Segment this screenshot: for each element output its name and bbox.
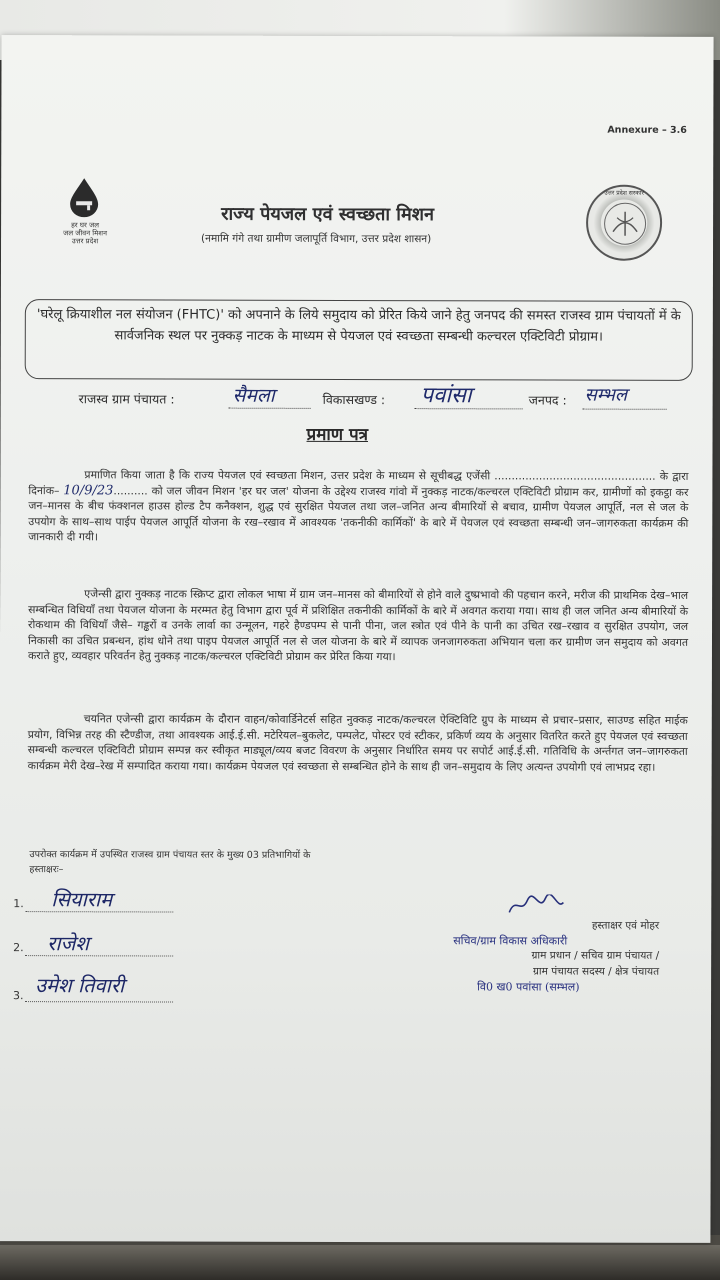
panchayat-label: राजस्व ग्राम पंचायत : — [78, 391, 175, 407]
logo-caption-line: हर घर जल — [71, 221, 100, 230]
block-label: विकासखण्ड : — [322, 391, 386, 408]
paragraph-1-part-b: को जल जीवन मिशन 'हर घर जल' योजना के उद्देश्य राजस्व गांवो में नुक्कड़ नाटक/कल्चरल एक्टिविटी प्रोग्राम कर, ग्रामीणों को इकट्ठा कर जन–मानस के बीच फंक्शनल हाउस होल्ड टैप कनैक्शन, शुद्ध एवं सुरक्षित पेयजल तथा जल–जनित अन्य बीमारियों से बचाव, ग्रामीण पेयजल आपूर्ति, नल से जल के उपयोग के साथ–साथ पाईप पेयजल आपूर्ति योजना के रख–रखाव में आवश्यक 'तकनीकी कार्मिकों' के बारे में पेयजल एवं स्वच्छता सम्बन्धी जन–जागरुकता कार्यक्रम की जानकारी दी गयी। — [28, 484, 689, 544]
paragraph-2 — [28, 586, 688, 666]
jal-jeevan-mission-logo — [47, 177, 123, 253]
paragraph-1: प्रमाणित किया जाता है कि राज्य पेयजल एवं स्वच्छता मिशन, उत्तर प्रदेश के माध्यम से सूचीबद्ध एजेंसी ............................................... के द्वारा दिनांक– 10/9/23.......... को जल जीवन मिशन 'हर घर जल' योजना के उद्देश्य राजस्व गांवो में नुक्कड़ नाटक/कल्चरल एक्टिविटी प्रोग्राम कर, ग्रामीणों को इकट्ठा कर जन–मानस के बीच फंक्शनल हाउस होल्ड टैप कनैक्शन, शुद्ध एवं सुरक्षित पेयजल तथा जल–जनित अन्य बीमारियों से बचाव, ग्रामीण पेयजल आपूर्ति, नल से जल के उपयोग के साथ–साथ पाईप पेयजल आपूर्ति योजना के रख–रखाव में आवश्यक 'तकनीकी कार्मिकों' के बारे में पेयजल एवं स्वच्छता सम्बन्धी जन–जागरुकता कार्यक्रम की जानकारी दी गयी। — [28, 468, 689, 544]
program-banner — [25, 299, 693, 381]
photo-table-edge — [0, 1245, 720, 1280]
water-drop-icon — [67, 177, 101, 217]
paragraph-3-text: चयनित एजेन्सी द्वारा कार्यक्रम के दौरान वाहन/कोवार्डिनेटर्स सहित नुक्कड़ नाटक/कल्चरल ऐक्टिविटि ग्रुप के माध्यम से प्रचार–प्रसार, साउण्ड सहित माईक प्रयोग, विभिन्न तरह की स्टैण्डीज, तथा आवश्यक आई.ई.सी. मटेरियल–बुकलेट, पम्पलेट, पोस्टर एवं स्टीकर, प्रकिर्ण व्यय के अनुसार वितरित करते हुए पेयजल एवं स्वच्छता सम्बन्धी कल्चरल एक्टिविटी प्रोग्राम सम्पन्न कर स्वीकृत माड्यूल/व्यय बजट विवरण के अनुसार निर्धारित समय पर सपोर्ट आई.ई.सी. गतिविधि के अर्न्तगत जन–जागरुकता कार्यक्रम मेरी देख–रेख में सम्पादित कराया गया। कार्यक्रम पेयजल एवं स्वच्छता से सम्बन्धित होने के साथ ही जन–समुदाय के लिए अत्यन्त उपयोगी एवं लाभप्रद रहा। — [27, 712, 688, 774]
panchayat-handwritten: सैमला — [232, 384, 275, 407]
banner-text: 'घरेलू क्रियाशील नल संयोजन (FHTC)' को अपनाने के लिये समुदाय को प्रेरित किये जाने हेतु जनपद की समस्त राजस्व ग्राम पंचायतों में के सार्वजनिक स्थल पर नुक्कड़ नाटक के माध्यम से पेयजल एवं स्वच्छता सम्बन्धी कल्चरल एक्टिविटी प्रोग्राम। — [36, 307, 681, 345]
government-seal — [586, 185, 662, 261]
participant-signature: सियाराम — [51, 887, 113, 912]
paragraph-2-text: एजेन्सी द्वारा नुक्कड़ नाटक स्क्रिप्ट द्वारा लोकल भाषा में ग्राम जन–मानस को बीमारियों से होने वाले दुष्प्रभावो की पहचान करने, मरीज की प्राथमिक देख–भाल सम्बन्धित विधियाँ तथा पेयजल योजना के मरम्मत हेतु विभाग द्वारा पूर्व में प्रशिक्षित तकनीकी कार्मिकों के बारे में अवगत कराया गया। साथ ही जल जनित अन्य बीमारियों के रोकथाम की विधियाँ जैसे– गड्ढरों व उनके लार्वा का उन्मूलन, गहरे हैण्डपम्प से पानी पीना, जल स्त्रोत एवं पीने के पानी का उचित रख–रखाव व सुरक्षित उपयोग, जल निकासी का उचित प्रबन्धन, हांथ धोने तथा पाइप पेयजल आपूर्ति नल से जल योजना के बारे में व्यापक जनजागरुकता अभियान चला कर ग्रामीण जन समुदाय को अवगत कराते हुए, व्यवहार परिवर्तन हेतु नुक्कड़ नाटक/कल्चरल एक्टिविटी प्रोग्राम कर प्रेरित किया गया। — [27, 587, 689, 664]
logo-caption-line: उत्तर प्रदेश — [71, 237, 99, 246]
paragraph-3 — [28, 711, 688, 775]
signature-intro-line: हस्ताक्षरः– — [29, 864, 64, 876]
district-handwritten: सम्भल — [584, 384, 628, 406]
officer-stamp-line: वि0 ख0 पवांसा (सम्भल) — [477, 980, 580, 994]
block-handwritten: पवांसा — [420, 383, 472, 409]
seal-emblem-icon — [604, 203, 646, 245]
paragraph-1-part-a: प्रमाणित किया जाता है कि राज्य पेयजल एवं स्वच्छता मिशन, उत्तर प्रदेश के माध्यम से सूचीबद्ध एजेंसी ............................................... के द्वारा दिनांक — [28, 468, 689, 497]
participant-signature: राजेश — [47, 931, 90, 956]
district-dotted-line — [583, 409, 667, 410]
certificate-heading: प्रमाण पत्र — [306, 424, 369, 446]
organization-title: राज्य पेयजल एवं स्वच्छता मिशन — [221, 203, 434, 226]
officer-signature-label: हस्ताक्षर एवं मोहर — [591, 919, 660, 932]
signature-intro-line: उपरोक्त कार्यक्रम में उपस्थित राजस्व ग्राम पंचायत स्तर के मुख्य 03 प्रतिभागियों के — [29, 849, 311, 861]
panchayat-dotted-line — [229, 408, 311, 409]
participant-number: 2. — [13, 941, 24, 955]
logo-caption-line: जल जीवन मिशन — [63, 229, 107, 238]
district-label: जनपद : — [528, 392, 567, 408]
handwritten-date: 10/9/23 — [63, 482, 114, 498]
signature-intro — [29, 847, 429, 878]
officer-title-line: ग्राम पंचायत सदस्य / क्षेत्र पंचायत — [532, 965, 660, 978]
participant-number: 1. — [13, 897, 24, 911]
annexure-label: Annexure – 3.6 — [607, 124, 687, 136]
officer-signature-scribble — [505, 894, 565, 916]
participant-number: 3. — [13, 989, 24, 1003]
officer-stamp-line: सचिव/ग्राम विकास अधिकारी — [453, 934, 568, 948]
seal-text: उत्तर प्रदेश सरकार — [604, 189, 644, 197]
officer-title-line: ग्राम प्रधान / सचिव ग्राम पंचायत / — [531, 949, 660, 962]
document-page — [0, 35, 714, 1243]
participant-signature: उमेश तिवारी — [35, 973, 125, 998]
signature-line — [25, 1001, 173, 1002]
organization-subtitle: (नमामि गंगे तथा ग्रामीण जलापूर्ति विभाग, उत्तर प्रदेश शासन) — [201, 232, 432, 246]
